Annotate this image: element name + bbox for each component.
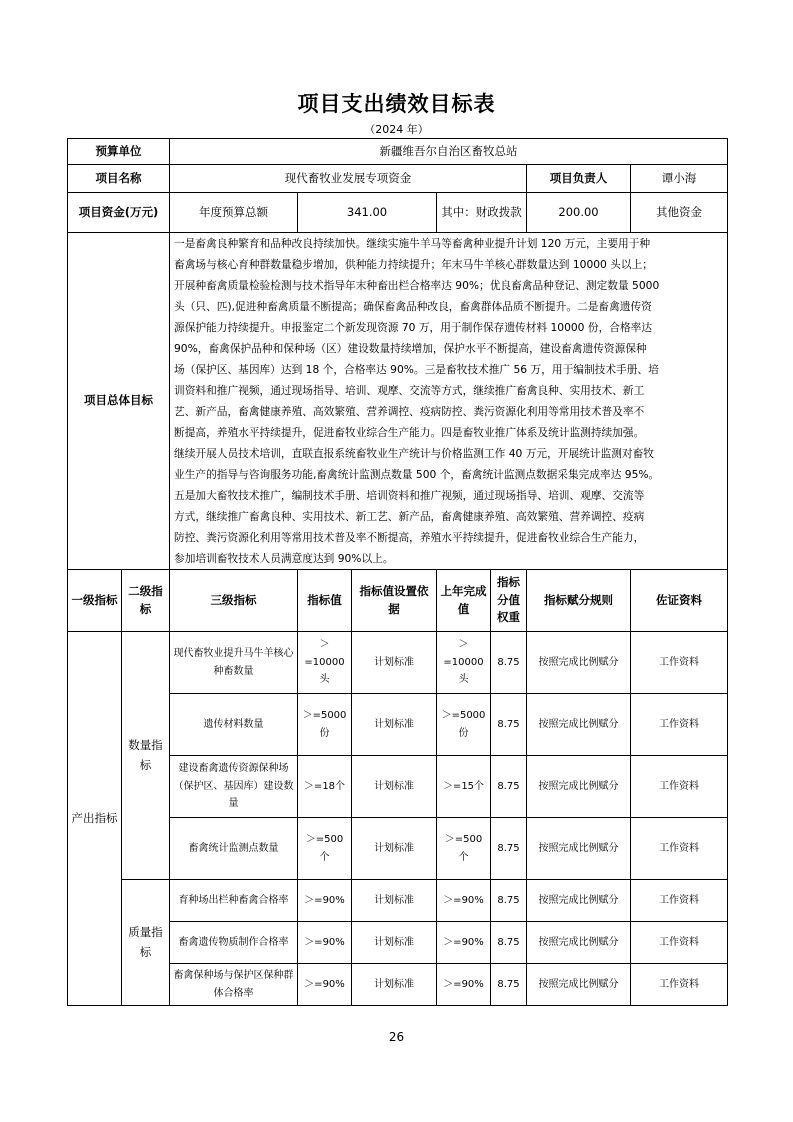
indicator-last-year: ＞=90% [437, 964, 491, 1006]
overall-goal-text [170, 233, 728, 570]
weight-header: 指标分值权重 [491, 570, 527, 632]
indicator-value: ＞=90% [298, 880, 352, 922]
goal-line: 业生产的指导与咨询服务功能,畜禽统计监测点数量 500 个，畜禽统计监测点数据采集完成率达 95%。 [174, 468, 660, 481]
evidence-header: 佐证资料 [631, 570, 728, 632]
level2-quantity-indicator: 数量指标 [122, 632, 170, 880]
project-name-label: 项目名称 [68, 165, 170, 193]
indicator-rule: 按照完成比例赋分 [527, 964, 631, 1006]
indicator-name: 畜禽统计监测点数量 [170, 818, 298, 880]
indicator-evidence: 工作资料 [631, 880, 728, 922]
indicator-rule: 按照完成比例赋分 [527, 756, 631, 818]
indicator-evidence: 工作资料 [631, 922, 728, 964]
budget-unit-row [68, 139, 728, 165]
indicator-rule: 按照完成比例赋分 [527, 880, 631, 922]
page-title: 项目支出绩效目标表 [297, 92, 496, 116]
indicator-value: ＞=5000份 [298, 694, 352, 756]
performance-target-table [67, 138, 728, 1006]
indicator-weight: 8.75 [491, 880, 527, 922]
project-name-value: 现代畜牧业发展专项资金 [170, 165, 527, 193]
overall-goal-row [68, 233, 728, 570]
indicator-basis: 计划标准 [352, 694, 437, 756]
goal-line: 防控、粪污资源化利用等常用技术普及率不断提高，养殖水平持续提升，促进畜牧业综合生产能力， [174, 531, 645, 544]
indicator-basis: 计划标准 [352, 922, 437, 964]
indicator-last-year: ＞=500个 [437, 818, 491, 880]
project-name-row [68, 165, 728, 193]
indicator-value-header: 指标值 [298, 570, 352, 632]
goal-line: 源保护能力持续提升。申报鉴定二个新发现资源 70 万，用于制作保存遗传材料 10000 份，合格率达 [174, 321, 653, 334]
indicator-header-row [68, 570, 728, 632]
indicator-value: ＞=10000头 [298, 632, 352, 694]
goal-line: 方式，继续推广畜禽良种、实用技术、新工艺、新产品，畜禽健康养殖、高效繁殖、营养调控、疫病 [174, 510, 645, 523]
indicator-basis: 计划标准 [352, 964, 437, 1006]
goal-line: 畜禽场与核心育种群数量稳步增加，供种能力持续提升；年末马牛羊核心群数量达到 10000 头以上； [174, 258, 653, 271]
indicator-value: ＞=18个 [298, 756, 352, 818]
indicator-evidence: 工作资料 [631, 818, 728, 880]
overall-goal-label: 项目总体目标 [68, 233, 170, 570]
goal-line: 五是加大畜牧技术推广，编制技术手册、培训资料和推广视频，通过现场指导、培训、观摩、交流等 [174, 489, 645, 502]
indicator-row [68, 632, 728, 694]
goal-line: 继续开展人员技术培训，直联直报系统畜牧业生产统计与价格监测工作 40 万元，开展统计监测对畜牧 [174, 447, 654, 460]
page-year: （2024 年） [364, 123, 429, 136]
indicator-last-year: ＞=90% [437, 880, 491, 922]
goal-line: 开展种畜禽质量检验检测与技术指导年末种畜出栏合格率达 90%；优良畜禽品种登记、测定数量 5000 [174, 279, 660, 292]
indicator-evidence: 工作资料 [631, 964, 728, 1006]
indicator-basis: 计划标准 [352, 880, 437, 922]
indicator-value: ＞=500个 [298, 818, 352, 880]
goal-line: 参加培训畜牧技术人员满意度达到 90%以上。 [174, 552, 394, 565]
last-year-value-header: 上年完成值 [437, 570, 491, 632]
indicator-name: 现代畜牧业提升马牛羊核心种畜数量 [170, 632, 298, 694]
other-funds-label: 其他资金 [631, 193, 728, 233]
fiscal-allocation-value: 200.00 [527, 193, 631, 233]
indicator-rule: 按照完成比例赋分 [527, 922, 631, 964]
level1-indicator-header: 一级指标 [68, 570, 122, 632]
goal-line: 头（只、匹),促进种畜禽质量不断提高；确保畜禽品种改良，畜禽群体品质不断提升。二是畜禽遗传资 [174, 300, 652, 313]
indicator-weight: 8.75 [491, 818, 527, 880]
scoring-rule-header: 指标赋分规则 [527, 570, 631, 632]
project-funds-row [68, 193, 728, 233]
indicator-evidence: 工作资料 [631, 694, 728, 756]
indicator-rule: 按照完成比例赋分 [527, 818, 631, 880]
indicator-basis: 计划标准 [352, 756, 437, 818]
indicator-evidence: 工作资料 [631, 756, 728, 818]
project-manager-value: 谭小海 [631, 165, 728, 193]
goal-line: 一是畜禽良种繁育和品种改良持续加快。继续实施牛羊马等畜禽种业提升计划 120 万元，主要用于种 [174, 237, 651, 250]
indicator-last-year: ＞=5000份 [437, 694, 491, 756]
budget-unit-value: 新疆维吾尔自治区畜牧总站 [170, 139, 728, 165]
level2-indicator-header: 二级指标 [122, 570, 170, 632]
indicator-last-year: ＞=15个 [437, 756, 491, 818]
indicator-rule: 按照完成比例赋分 [527, 632, 631, 694]
indicator-value: ＞=90% [298, 922, 352, 964]
indicator-weight: 8.75 [491, 756, 527, 818]
indicator-name: 遗传材料数量 [170, 694, 298, 756]
indicator-name: 建设畜禽遗传资源保种场（保护区、基因库）建设数量 [170, 756, 298, 818]
level2-quality-indicator: 质量指标 [122, 880, 170, 1006]
annual-total-label: 年度预算总额 [170, 193, 298, 233]
annual-total-value: 341.00 [298, 193, 437, 233]
indicator-name: 畜禽保种场与保护区保种群体合格率 [170, 964, 298, 1006]
goal-line: 训资料和推广视频，通过现场指导、培训、观摩、交流等方式，继续推广畜禽良种、实用技术、新工 [174, 384, 645, 397]
indicator-name: 畜禽遗传物质制作合格率 [170, 922, 298, 964]
indicator-rule: 按照完成比例赋分 [527, 694, 631, 756]
indicator-value: ＞=90% [298, 964, 352, 1006]
indicator-name: 育种场出栏种畜禽合格率 [170, 880, 298, 922]
indicator-weight: 8.75 [491, 694, 527, 756]
indicator-weight: 8.75 [491, 632, 527, 694]
indicator-basis: 计划标准 [352, 818, 437, 880]
level3-indicator-header: 三级指标 [170, 570, 298, 632]
fiscal-allocation-label: 其中：财政拨款 [437, 193, 527, 233]
project-manager-label: 项目负责人 [527, 165, 631, 193]
indicator-last-year: ＞=10000头 [437, 632, 491, 694]
indicator-weight: 8.75 [491, 964, 527, 1006]
project-funds-label: 项目资金(万元) [68, 193, 170, 233]
indicator-evidence: 工作资料 [631, 632, 728, 694]
goal-line: 90%，畜禽保护品种和保种场（区）建设数量持续增加，保护水平不断提高，建设畜禽遗传资源保种 [174, 342, 647, 355]
goal-line: 断提高，养殖水平持续提升，促进畜牧业综合生产能力。四是畜牧业推广体系及统计监测持续加强。 [174, 426, 645, 439]
goal-line: 艺、新产品，畜禽健康养殖、高效繁殖、营养调控、疫病防控、粪污资源化利用等常用技术普及率不 [174, 405, 645, 418]
level1-output-indicator: 产出指标 [68, 632, 122, 1006]
value-basis-header: 指标值设置依据 [352, 570, 437, 632]
indicator-basis: 计划标准 [352, 632, 437, 694]
indicator-last-year: ＞=90% [437, 922, 491, 964]
page-number: 26 [388, 1030, 405, 1044]
goal-line: 场（保护区、基因库）达到 18 个，合格率达 90%。三是畜牧技术推广 56 万，用于编制技术手册、培 [174, 363, 659, 376]
budget-unit-label: 预算单位 [68, 139, 170, 165]
indicator-weight: 8.75 [491, 922, 527, 964]
indicator-row [68, 880, 728, 922]
